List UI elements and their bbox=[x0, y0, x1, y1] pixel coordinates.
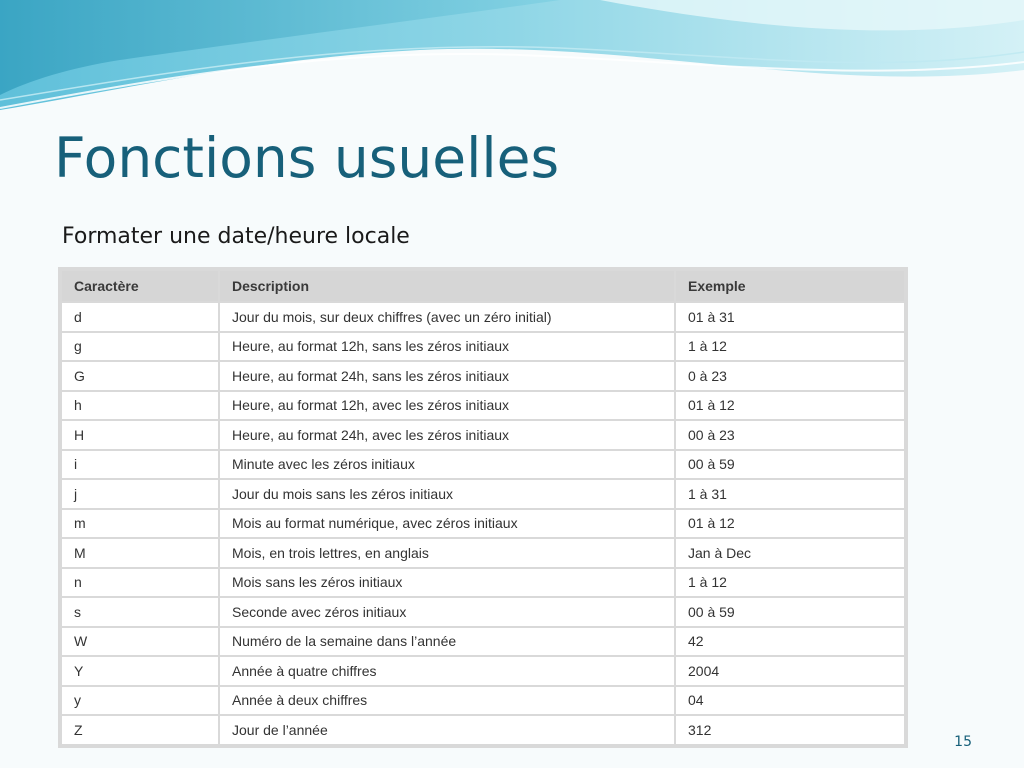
cell-example: 01 à 12 bbox=[676, 392, 904, 420]
cell-char: Y bbox=[62, 657, 218, 685]
cell-char: W bbox=[62, 628, 218, 656]
cell-char: H bbox=[62, 421, 218, 449]
header-char: Caractère bbox=[62, 271, 218, 301]
table-row bbox=[62, 303, 904, 331]
cell-description: Année à deux chiffres bbox=[220, 687, 674, 715]
cell-char: M bbox=[62, 539, 218, 567]
table-row bbox=[62, 451, 904, 479]
table-row bbox=[62, 687, 904, 715]
cell-example: 1 à 31 bbox=[676, 480, 904, 508]
table-row bbox=[62, 569, 904, 597]
cell-description: Mois sans les zéros initiaux bbox=[220, 569, 674, 597]
cell-char: d bbox=[62, 303, 218, 331]
cell-description: Heure, au format 24h, sans les zéros initiaux bbox=[220, 362, 674, 390]
table-row bbox=[62, 480, 904, 508]
cell-example: 04 bbox=[676, 687, 904, 715]
cell-description: Minute avec les zéros initiaux bbox=[220, 451, 674, 479]
cell-example: 1 à 12 bbox=[676, 333, 904, 361]
header-description: Description bbox=[220, 271, 674, 301]
slide-title: Fonctions usuelles bbox=[54, 126, 560, 190]
cell-description: Heure, au format 12h, avec les zéros initiaux bbox=[220, 392, 674, 420]
cell-description: Jour de l’année bbox=[220, 716, 674, 744]
cell-example: 01 à 31 bbox=[676, 303, 904, 331]
cell-char: s bbox=[62, 598, 218, 626]
page-number: 15 bbox=[954, 734, 972, 750]
cell-char: n bbox=[62, 569, 218, 597]
format-table-container bbox=[58, 267, 908, 748]
header-wave-decoration bbox=[0, 0, 1024, 120]
header-example: Exemple bbox=[676, 271, 904, 301]
cell-description: Numéro de la semaine dans l’année bbox=[220, 628, 674, 656]
cell-char: y bbox=[62, 687, 218, 715]
slide-subtitle: Formater une date/heure locale bbox=[62, 224, 410, 249]
table-row bbox=[62, 333, 904, 361]
cell-description: Mois au format numérique, avec zéros initiaux bbox=[220, 510, 674, 538]
table-header-row bbox=[62, 271, 904, 301]
table-row bbox=[62, 598, 904, 626]
cell-example: 42 bbox=[676, 628, 904, 656]
cell-char: g bbox=[62, 333, 218, 361]
cell-example: 01 à 12 bbox=[676, 510, 904, 538]
cell-description: Heure, au format 24h, avec les zéros initiaux bbox=[220, 421, 674, 449]
table-row bbox=[62, 657, 904, 685]
cell-description: Jour du mois, sur deux chiffres (avec un zéro initial) bbox=[220, 303, 674, 331]
cell-description: Année à quatre chiffres bbox=[220, 657, 674, 685]
cell-example: 00 à 23 bbox=[676, 421, 904, 449]
cell-description: Mois, en trois lettres, en anglais bbox=[220, 539, 674, 567]
table-row bbox=[62, 362, 904, 390]
cell-example: 1 à 12 bbox=[676, 569, 904, 597]
table-row bbox=[62, 421, 904, 449]
cell-description: Jour du mois sans les zéros initiaux bbox=[220, 480, 674, 508]
cell-example: 00 à 59 bbox=[676, 598, 904, 626]
format-table bbox=[60, 269, 906, 746]
cell-char: G bbox=[62, 362, 218, 390]
cell-example: 0 à 23 bbox=[676, 362, 904, 390]
cell-description: Heure, au format 12h, sans les zéros initiaux bbox=[220, 333, 674, 361]
table-row bbox=[62, 628, 904, 656]
cell-example: 312 bbox=[676, 716, 904, 744]
cell-char: i bbox=[62, 451, 218, 479]
cell-description: Seconde avec zéros initiaux bbox=[220, 598, 674, 626]
cell-example: Jan à Dec bbox=[676, 539, 904, 567]
table-row bbox=[62, 510, 904, 538]
cell-char: j bbox=[62, 480, 218, 508]
cell-example: 00 à 59 bbox=[676, 451, 904, 479]
table-row bbox=[62, 539, 904, 567]
cell-char: Z bbox=[62, 716, 218, 744]
cell-char: m bbox=[62, 510, 218, 538]
table-row bbox=[62, 392, 904, 420]
table-row bbox=[62, 716, 904, 744]
cell-char: h bbox=[62, 392, 218, 420]
cell-example: 2004 bbox=[676, 657, 904, 685]
